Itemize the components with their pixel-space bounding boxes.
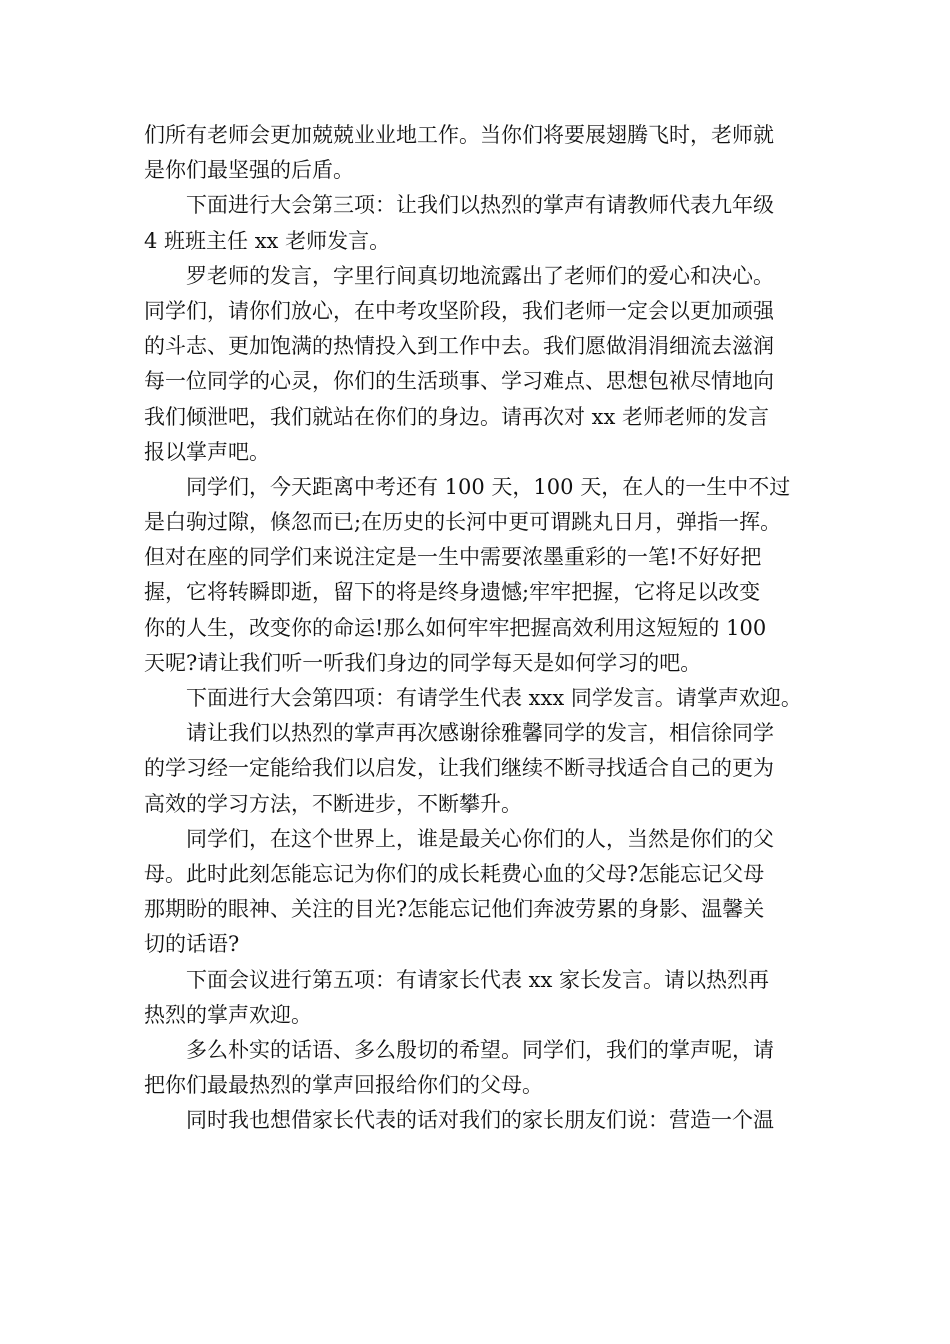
text-line: 是白驹过隙，倏忽而已;在历史的长河中更可谓跳丸日月，弹指一挥。 [144, 510, 782, 535]
text-line: 但对在座的同学们来说注定是一生中需要浓墨重彩的一笔!不好好把 [144, 545, 762, 570]
text-line: 多么朴实的话语、多么殷切的希望。同学们，我们的掌声呢，请 [186, 1037, 774, 1062]
text-line: 把你们最最热烈的掌声回报给你们的父母。 [144, 1073, 543, 1098]
text-line: 请让我们以热烈的掌声再次感谢徐雅馨同学的发言，相信徐同学 [186, 721, 774, 746]
text-line: 切的话语? [144, 932, 240, 957]
text-line: 我们倾泄吧，我们就站在你们的身边。请再次对 xx 老师老师的发言 [144, 404, 770, 429]
text-line: 天呢?请让我们听一听我们身边的同学每天是如何学习的吧。 [144, 650, 702, 675]
text-line: 高效的学习方法，不断进步，不断攀升。 [144, 791, 522, 816]
text-line: 下面进行大会第四项：有请学生代表 xxx 同学发言。请掌声欢迎。 [186, 686, 802, 710]
text-line: 4 班班主任 xx 老师发言。 [144, 228, 391, 253]
text-line: 下面会议进行第五项：有请家长代表 xx 家长发言。请以热烈再 [186, 967, 770, 992]
text-line: 的斗志、更加饱满的热情投入到工作中去。我们愿做涓涓细流去滋润 [144, 334, 774, 359]
text-line: 你的人生，改变你的命运!那么如何牢牢把握高效利用这短短的 100 [144, 615, 767, 640]
text-line: 那期盼的眼神、关注的目光?怎能忘记他们奔波劳累的身影、温馨关 [144, 897, 765, 922]
text-line: 罗老师的发言，字里行间真切地流露出了老师们的爱心和决心。 [186, 263, 774, 288]
document-body [144, 118, 824, 1138]
text-line: 握，它将转瞬即逝，留下的将是终身遗憾;牢牢把握，它将足以改变 [144, 580, 761, 605]
text-line: 同学们，在这个世界上，谁是最关心你们的人，当然是你们的父 [186, 826, 774, 851]
text-line: 报以掌声吧。 [144, 439, 270, 464]
text-line: 同时我也想借家长代表的话对我们的家长朋友们说：营造一个温 [186, 1108, 774, 1133]
text-line: 的学习经一定能给我们以启发，让我们继续不断寻找适合自己的更为 [144, 756, 774, 781]
text-line: 热烈的掌声欢迎。 [144, 1002, 312, 1027]
text-line: 同学们，今天距离中考还有 100 天，100 天，在人的一生中不过 [186, 474, 791, 499]
text-line: 们所有老师会更加兢兢业业地工作。当你们将要展翅腾飞时，老师就 [144, 123, 774, 147]
text-line: 每一位同学的心灵，你们的生活琐事、学习难点、思想包袱尽情地向 [144, 369, 774, 394]
text-line: 同学们，请你们放心，在中考攻坚阶段，我们老师一定会以更加顽强 [144, 298, 774, 323]
text-line: 母。此时此刻怎能忘记为你们的成长耗费心血的父母?怎能忘记父母 [144, 861, 765, 886]
text-line: 下面进行大会第三项：让我们以热烈的掌声有请教师代表九年级 [186, 193, 774, 218]
text-line: 是你们最坚强的后盾。 [144, 158, 354, 183]
